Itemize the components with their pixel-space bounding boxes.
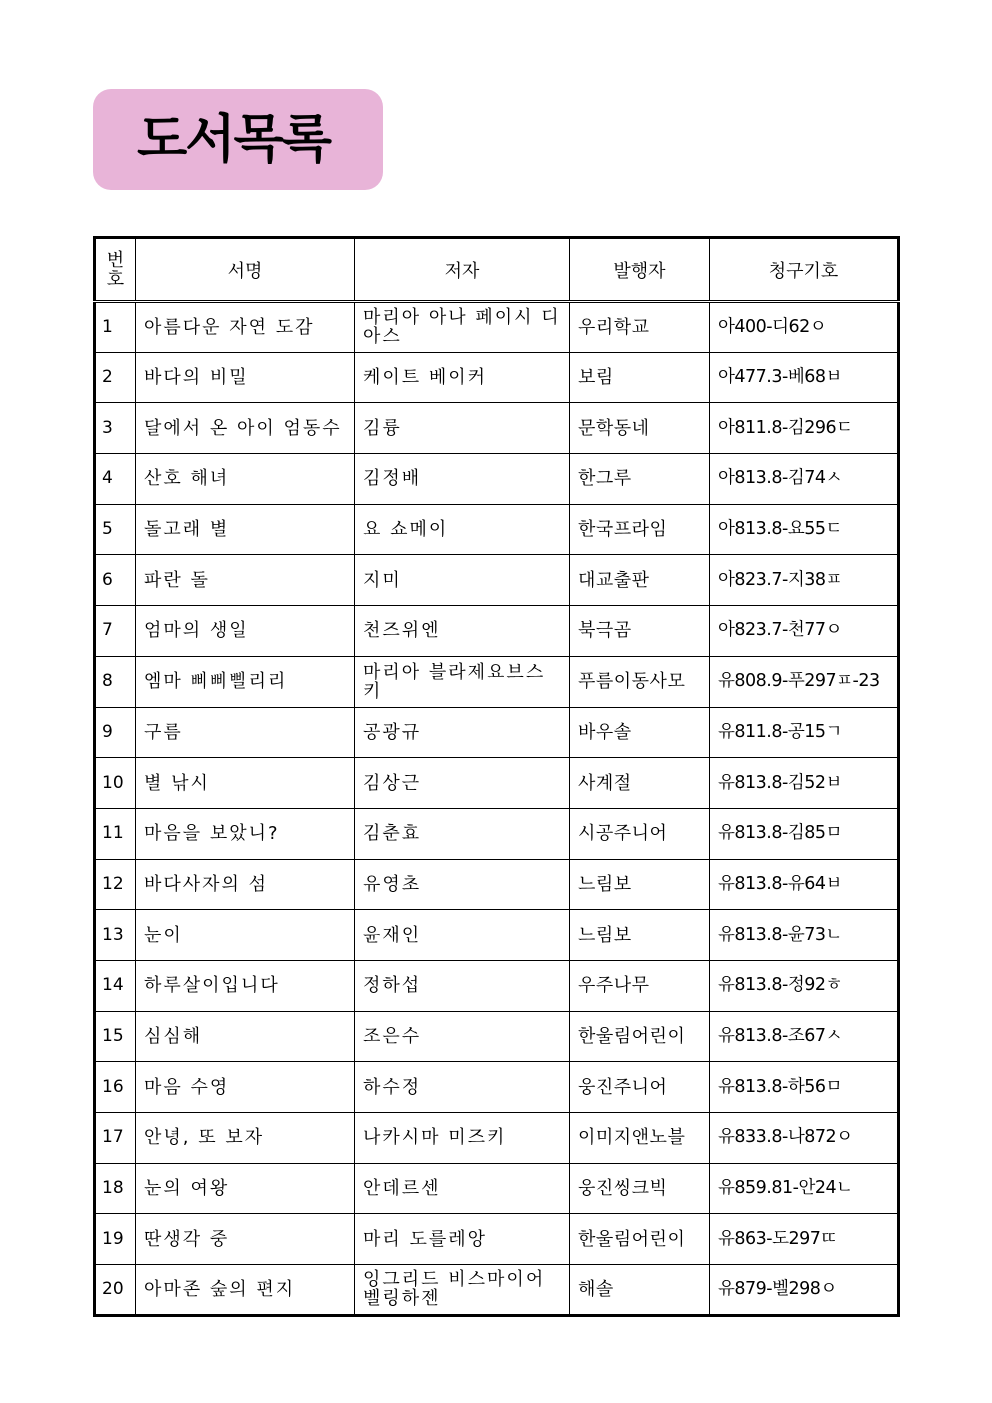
cell-number: 13: [95, 910, 136, 961]
cell-publisher: 해솔: [570, 1265, 710, 1316]
cell-call-number: 유813.8-정92ㅎ: [710, 960, 899, 1011]
cell-title: 엄마의 생일: [136, 606, 355, 657]
cell-number: 19: [95, 1214, 136, 1265]
column-header-call-number: 청구기호: [710, 238, 899, 302]
cell-title: 안녕, 또 보자: [136, 1113, 355, 1164]
cell-number: 7: [95, 606, 136, 657]
cell-author: 정하섭: [355, 960, 570, 1011]
cell-author: 공광규: [355, 707, 570, 758]
cell-call-number: 아823.7-지38ㅍ: [710, 555, 899, 606]
cell-title: 눈이: [136, 910, 355, 961]
cell-call-number: 아477.3-베68ㅂ: [710, 352, 899, 403]
cell-publisher: 북극곰: [570, 606, 710, 657]
cell-call-number: 유813.8-윤73ㄴ: [710, 910, 899, 961]
cell-call-number: 유813.8-하56ㅁ: [710, 1062, 899, 1113]
table-row: [95, 656, 899, 707]
cell-number: 12: [95, 859, 136, 910]
cell-publisher: 한울림어린이: [570, 1011, 710, 1062]
table-row: [95, 910, 899, 961]
cell-title: 엠마 삐삐삘리리: [136, 656, 355, 707]
cell-author: 김륭: [355, 403, 570, 454]
cell-title: 하루살이입니다: [136, 960, 355, 1011]
table-row: [95, 1011, 899, 1062]
cell-title: 심심해: [136, 1011, 355, 1062]
cell-publisher: 한국프라임: [570, 504, 710, 555]
table-row: [95, 606, 899, 657]
table-row: [95, 504, 899, 555]
page-title: 도서목록: [137, 109, 330, 170]
column-header-number: 번호: [95, 238, 136, 302]
cell-call-number: 아823.7-천77ㅇ: [710, 606, 899, 657]
table-row: [95, 808, 899, 859]
cell-title: 마음을 보았니?: [136, 808, 355, 859]
cell-title: 아마존 숲의 편지: [136, 1265, 355, 1316]
cell-call-number: 유833.8-나872ㅇ: [710, 1113, 899, 1164]
cell-author: 잉그리드 비스마이어 벨링하젠: [355, 1265, 570, 1316]
cell-call-number: 유813.8-김85ㅁ: [710, 808, 899, 859]
table-row: [95, 859, 899, 910]
table-row: [95, 707, 899, 758]
cell-author: 하수정: [355, 1062, 570, 1113]
cell-author: 김상근: [355, 758, 570, 809]
cell-title: 바다의 비밀: [136, 352, 355, 403]
cell-title: 구름: [136, 707, 355, 758]
cell-title: 돌고래 별: [136, 504, 355, 555]
book-list-table: [93, 236, 900, 1317]
cell-number: 3: [95, 403, 136, 454]
table-row: [95, 454, 899, 505]
cell-author: 안데르센: [355, 1163, 570, 1214]
cell-title: 눈의 여왕: [136, 1163, 355, 1214]
cell-author: 마리아 아나 페이시 디아스: [355, 302, 570, 353]
cell-number: 14: [95, 960, 136, 1011]
table-row: [95, 1062, 899, 1113]
cell-author: 마리 도를레앙: [355, 1214, 570, 1265]
table-header-row: [95, 238, 899, 302]
cell-publisher: 한울림어린이: [570, 1214, 710, 1265]
table-row: [95, 352, 899, 403]
cell-title: 산호 해녀: [136, 454, 355, 505]
cell-publisher: 문학동네: [570, 403, 710, 454]
table-row: [95, 555, 899, 606]
cell-author: 유영초: [355, 859, 570, 910]
cell-number: 8: [95, 656, 136, 707]
cell-number: 9: [95, 707, 136, 758]
cell-author: 김춘효: [355, 808, 570, 859]
cell-publisher: 우리학교: [570, 302, 710, 353]
cell-publisher: 느림보: [570, 910, 710, 961]
cell-publisher: 시공주니어: [570, 808, 710, 859]
cell-publisher: 웅진주니어: [570, 1062, 710, 1113]
cell-call-number: 유811.8-공15ㄱ: [710, 707, 899, 758]
table-row: [95, 1113, 899, 1164]
cell-author: 조은수: [355, 1011, 570, 1062]
cell-publisher: 우주나무: [570, 960, 710, 1011]
cell-call-number: 유808.9-푸297ㅍ-23: [710, 656, 899, 707]
cell-call-number: 아813.8-김74ㅅ: [710, 454, 899, 505]
cell-number: 20: [95, 1265, 136, 1316]
cell-publisher: 이미지앤노블: [570, 1113, 710, 1164]
cell-number: 10: [95, 758, 136, 809]
cell-publisher: 느림보: [570, 859, 710, 910]
cell-call-number: 아400-디62ㅇ: [710, 302, 899, 353]
table-row: [95, 1163, 899, 1214]
cell-author: 마리아 블라제요브스키: [355, 656, 570, 707]
cell-title: 딴생각 중: [136, 1214, 355, 1265]
cell-author: 요 쇼메이: [355, 504, 570, 555]
cell-number: 17: [95, 1113, 136, 1164]
table-row: [95, 960, 899, 1011]
column-header-author: 저자: [355, 238, 570, 302]
cell-number: 18: [95, 1163, 136, 1214]
title-banner: [93, 89, 383, 190]
cell-publisher: 한그루: [570, 454, 710, 505]
cell-call-number: 유813.8-조67ㅅ: [710, 1011, 899, 1062]
cell-number: 11: [95, 808, 136, 859]
table-row: [95, 1214, 899, 1265]
cell-author: 케이트 베이커: [355, 352, 570, 403]
cell-title: 파란 돌: [136, 555, 355, 606]
cell-number: 6: [95, 555, 136, 606]
column-header-publisher: 발행자: [570, 238, 710, 302]
cell-call-number: 아811.8-김296ㄷ: [710, 403, 899, 454]
cell-author: 윤재인: [355, 910, 570, 961]
cell-number: 2: [95, 352, 136, 403]
cell-title: 바다사자의 섬: [136, 859, 355, 910]
cell-number: 15: [95, 1011, 136, 1062]
cell-title: 달에서 온 아이 엄동수: [136, 403, 355, 454]
cell-publisher: 푸름이동사모: [570, 656, 710, 707]
cell-publisher: 대교출판: [570, 555, 710, 606]
cell-title: 별 낚시: [136, 758, 355, 809]
cell-title: 아름다운 자연 도감: [136, 302, 355, 353]
table-row: [95, 758, 899, 809]
cell-number: 16: [95, 1062, 136, 1113]
cell-author: 천즈위엔: [355, 606, 570, 657]
cell-call-number: 유859.81-안24ㄴ: [710, 1163, 899, 1214]
cell-number: 1: [95, 302, 136, 353]
cell-publisher: 보림: [570, 352, 710, 403]
table-row: [95, 403, 899, 454]
cell-publisher: 사계절: [570, 758, 710, 809]
cell-call-number: 유813.8-김52ㅂ: [710, 758, 899, 809]
cell-author: 김정배: [355, 454, 570, 505]
cell-call-number: 유813.8-유64ㅂ: [710, 859, 899, 910]
table-row: [95, 302, 899, 353]
cell-call-number: 유863-도297ㄸ: [710, 1214, 899, 1265]
cell-author: 나카시마 미즈키: [355, 1113, 570, 1164]
cell-title: 마음 수영: [136, 1062, 355, 1113]
cell-call-number: 유879-벨298ㅇ: [710, 1265, 899, 1316]
column-header-title: 서명: [136, 238, 355, 302]
table-row: [95, 1265, 899, 1316]
cell-number: 4: [95, 454, 136, 505]
cell-publisher: 웅진씽크빅: [570, 1163, 710, 1214]
cell-author: 지미: [355, 555, 570, 606]
cell-call-number: 아813.8-요55ㄷ: [710, 504, 899, 555]
cell-publisher: 바우솔: [570, 707, 710, 758]
cell-number: 5: [95, 504, 136, 555]
